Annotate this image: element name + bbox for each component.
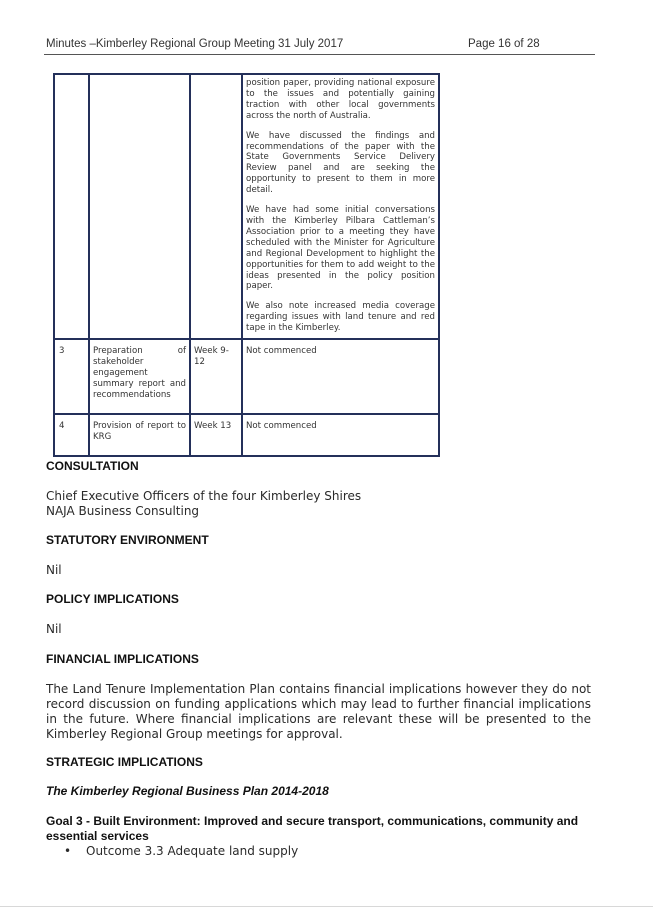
table-cell-number <box>54 74 89 339</box>
policy-text: Nil <box>46 622 62 636</box>
table-cell-status <box>242 74 439 339</box>
list-item <box>64 844 298 858</box>
table-cell-task <box>89 74 190 339</box>
business-plan-title: The Kimberley Regional Business Plan 2014-2018 <box>46 784 329 798</box>
bullet-icon: • <box>64 844 72 858</box>
table-cell-status: Not commenced <box>242 414 439 456</box>
statutory-heading: STATUTORY ENVIRONMENT <box>46 533 209 547</box>
table-cell-task: Preparation of stakeholder engagement summary report and recommendations <box>89 339 190 414</box>
header-title: Minutes –Kimberley Regional Group Meeting 31 July 2017 <box>46 38 344 50</box>
table-cell-timing <box>190 74 242 339</box>
consultation-line-1: Chief Executive Officers of the four Kimberley Shires <box>46 489 362 503</box>
outcome-text: Outcome 3.3 Adequate land supply <box>86 844 299 858</box>
table-row <box>54 414 439 456</box>
goal-heading: Goal 3 - Built Environment: Improved and secure transport, communications, community and essential services <box>46 814 579 843</box>
status-paragraph: We have had some initial conversations with the Kimberley Pilbara Cattleman’s Association prior to a meeting they have scheduled with the Minister for Agriculture and Regional Development to highlight the opportunities for them to add weight to the ideas presented in the policy position paper. <box>246 205 435 292</box>
table-cell-number: 4 <box>54 414 89 456</box>
table-row <box>54 339 439 414</box>
header-page-number: Page 16 of 28 <box>468 38 540 50</box>
table-cell-task: Provision of report to KRG <box>89 414 190 456</box>
financial-text: The Land Tenure Implementation Plan contains financial implications however they do not record discussion on funding applications which may lead to further financial implications in the future. Where financial implications are relevant these will be presented to the Kimberley Regional Group meetings for approval. <box>46 682 591 741</box>
table-cell-status: Not commenced <box>242 339 439 414</box>
table-cell-timing: Week 9-12 <box>190 339 242 414</box>
statutory-text: Nil <box>46 563 62 577</box>
page-header <box>46 38 594 54</box>
consultation-heading: CONSULTATION <box>46 459 139 473</box>
status-paragraph: position paper, providing national exposure to the issues and potentially gaining traction with other local governments across the north of Australia. <box>246 78 435 121</box>
financial-heading: FINANCIAL IMPLICATIONS <box>46 652 199 666</box>
header-divider <box>44 54 595 55</box>
table-cell-number: 3 <box>54 339 89 414</box>
strategic-heading: STRATEGIC IMPLICATIONS <box>46 755 203 769</box>
implementation-table <box>53 73 440 457</box>
status-paragraph: We also note increased media coverage regarding issues with land tenure and red tape in the Kimberley. <box>246 301 435 334</box>
footer-divider <box>0 906 653 907</box>
consultation-line-2: NAJA Business Consulting <box>46 504 200 518</box>
policy-heading: POLICY IMPLICATIONS <box>46 592 179 606</box>
table-cell-timing: Week 13 <box>190 414 242 456</box>
table-row <box>54 74 439 339</box>
status-paragraph: We have discussed the findings and recommendations of the paper with the State Governments Service Delivery Review panel and are seeking the opportunity to present to them in more detail. <box>246 130 435 196</box>
